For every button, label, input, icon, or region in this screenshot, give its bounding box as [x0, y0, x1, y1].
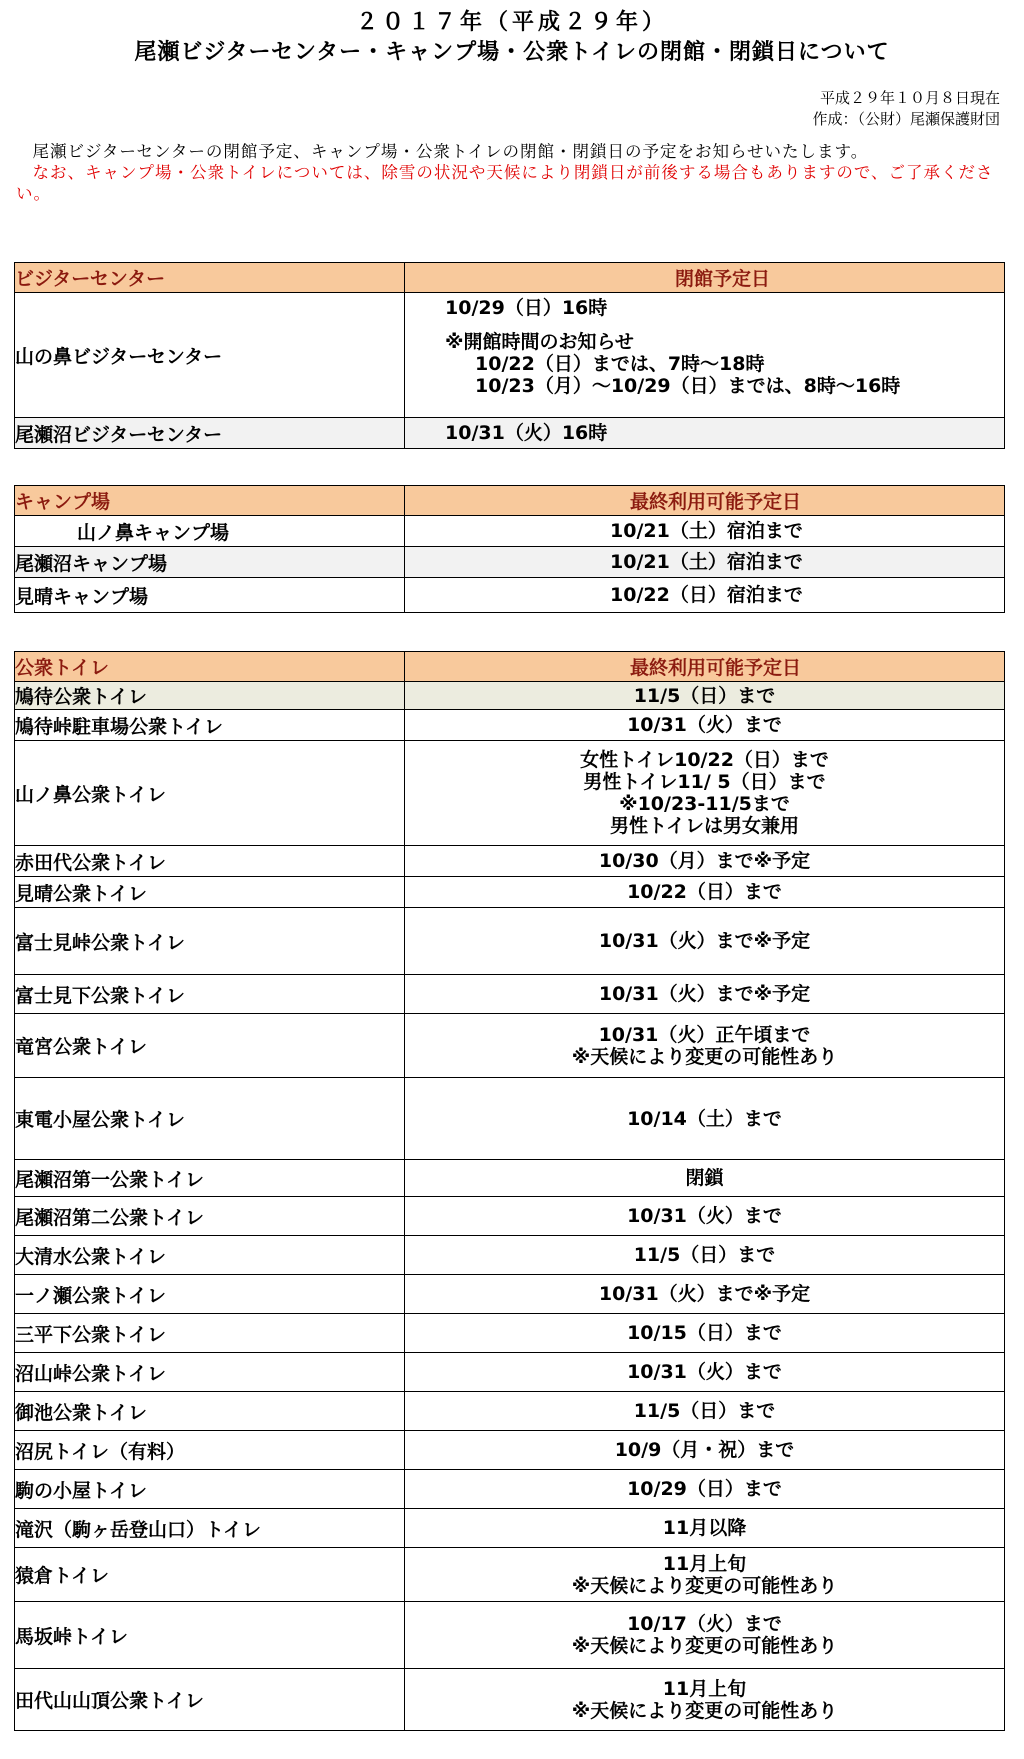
table-row	[15, 1014, 1005, 1078]
table-row	[15, 1314, 1005, 1353]
toilet-name: 富士見下公衆トイレ	[15, 975, 405, 1014]
toilet-value	[405, 1353, 1005, 1392]
toilet-value	[405, 710, 1005, 741]
table-row	[15, 1548, 1005, 1602]
table-row	[15, 1236, 1005, 1275]
author-credit: 作成：（公財）尾瀬保護財団	[812, 110, 1000, 128]
toilet-value-line: 10/9（月・祝）まで	[614, 1439, 795, 1461]
intro-text	[16, 141, 996, 204]
toilet-value-line: 11/5（日）まで	[633, 1244, 776, 1266]
vc-hours-1: 10/22（日）までは、7時～18時	[475, 353, 765, 375]
intro-notice: なお、キャンプ場・公衆トイレについては、除雪の状況や天候により閉鎖日が前後する場合もありますので、ご了承ください。	[16, 163, 994, 203]
table-row	[15, 1160, 1005, 1197]
toilet-value	[405, 1470, 1005, 1509]
toilet-value	[405, 1197, 1005, 1236]
toilet-name: 駒の小屋トイレ	[15, 1470, 405, 1509]
toilet-name: 山ノ鼻公衆トイレ	[15, 741, 405, 846]
vc-name: 山の鼻ビジターセンター	[15, 293, 405, 418]
document-meta	[812, 88, 1000, 130]
toilet-value	[405, 1392, 1005, 1431]
table-row	[15, 1470, 1005, 1509]
camp-name: 見晴キャンプ場	[15, 578, 405, 613]
table-row	[15, 710, 1005, 741]
toilet-value-line: 10/31（火）まで	[627, 714, 782, 736]
toilet-name: 赤田代公衆トイレ	[15, 846, 405, 877]
toilet-table	[14, 651, 1005, 1731]
toilet-value	[405, 1431, 1005, 1470]
toilet-value-line: ※天候により変更の可能性あり	[571, 1699, 838, 1722]
table-row	[15, 1669, 1005, 1731]
vc-header-date: 閉館予定日	[405, 263, 1005, 293]
toilet-name: 尾瀬沼第一公衆トイレ	[15, 1160, 405, 1197]
table-row	[15, 1275, 1005, 1314]
table-row	[15, 877, 1005, 908]
toilet-value-line: ※天候により変更の可能性あり	[571, 1635, 838, 1657]
toilet-value	[405, 741, 1005, 846]
camp-header-date: 最終利用可能予定日	[405, 486, 1005, 516]
toilet-value-line: 10/17（火）まで	[627, 1613, 782, 1635]
as-of-date: 平成２９年１０月８日現在	[819, 89, 1000, 107]
toilet-value-line: 女性トイレ10/22（日）まで	[580, 749, 829, 771]
toilet-value-line: 10/31（火）まで※予定	[598, 983, 811, 1005]
table-row	[15, 975, 1005, 1014]
camp-value: 10/21（土）宿泊まで	[405, 547, 1005, 578]
toilet-name: 馬坂峠トイレ	[15, 1602, 405, 1669]
toilet-name: 滝沢（駒ヶ岳登山口）トイレ	[15, 1509, 405, 1548]
toilet-name: 尾瀬沼第二公衆トイレ	[15, 1197, 405, 1236]
toilet-value	[405, 1602, 1005, 1669]
toilet-value	[405, 908, 1005, 975]
toilet-value	[405, 846, 1005, 877]
toilet-name: 御池公衆トイレ	[15, 1392, 405, 1431]
table-row	[15, 1353, 1005, 1392]
title-year: ２０１７年（平成２９年）	[355, 10, 668, 35]
toilet-value	[405, 1275, 1005, 1314]
toilet-value-line: 閉鎖	[685, 1167, 724, 1189]
table-row	[15, 1197, 1005, 1236]
toilet-name: 富士見峠公衆トイレ	[15, 908, 405, 975]
table-row	[15, 516, 1005, 547]
title-main: 尾瀬ビジターセンター・キャンプ場・公衆トイレの閉館・閉鎖日について	[134, 40, 890, 65]
toilet-name: 大清水公衆トイレ	[15, 1236, 405, 1275]
table-row	[15, 1509, 1005, 1548]
toilet-value	[405, 1160, 1005, 1197]
toilet-value-line: 男性トイレは男女兼用	[609, 815, 800, 837]
toilet-value-line: 11/5（日）まで	[633, 1400, 776, 1422]
table-row	[15, 846, 1005, 877]
toilet-value	[405, 1078, 1005, 1160]
vc-hours-title: ※開館時間のお知らせ	[445, 331, 634, 353]
camp-value: 10/22（日）宿泊まで	[405, 578, 1005, 613]
vc-name: 尾瀬沼ビジターセンター	[15, 418, 405, 449]
toilet-value-line: 10/14（土）まで	[627, 1107, 782, 1130]
toilet-value-line: ※天候により変更の可能性あり	[571, 1045, 838, 1068]
toilet-value-line: 10/15（日）まで	[627, 1322, 782, 1344]
vc-close-date: 10/29（日）16時	[445, 297, 608, 319]
toilet-name: 三平下公衆トイレ	[15, 1314, 405, 1353]
camp-value: 10/21（土）宿泊まで	[405, 516, 1005, 547]
toilet-name: 東電小屋公衆トイレ	[15, 1078, 405, 1160]
table-row	[15, 418, 1005, 449]
vc-header-name: ビジターセンター	[15, 263, 405, 293]
table-row	[15, 293, 1005, 418]
toilet-value	[405, 1314, 1005, 1353]
table-row	[15, 578, 1005, 613]
toilet-value	[405, 877, 1005, 908]
toilet-name: 見晴公衆トイレ	[15, 877, 405, 908]
table-row	[15, 741, 1005, 846]
toilet-value	[405, 975, 1005, 1014]
toilet-value	[405, 1669, 1005, 1731]
toilet-name: 鳩待公衆トイレ	[15, 682, 405, 710]
toilet-name: 沼山峠公衆トイレ	[15, 1353, 405, 1392]
table-row	[15, 547, 1005, 578]
toilet-value-line: 10/31（火）まで	[627, 1361, 782, 1383]
vc-value	[405, 293, 1005, 418]
toilet-value-line: 10/29（日）まで	[627, 1478, 782, 1500]
document-title	[0, 8, 1024, 68]
toilet-name: 一ノ瀬公衆トイレ	[15, 1275, 405, 1314]
toilet-value-line: 10/22（日）まで	[627, 881, 782, 903]
toilet-value	[405, 682, 1005, 710]
toilet-value-line: 11月上旬	[662, 1677, 747, 1700]
intro-paragraph: 尾瀬ビジターセンターの閉館予定、キャンプ場・公衆トイレの閉館・閉鎖日の予定をお知らせいたします。	[32, 142, 869, 161]
toilet-header-name: 公衆トイレ	[15, 652, 405, 682]
camp-name: 尾瀬沼キャンプ場	[15, 547, 405, 578]
toilet-name: 田代山山頂公衆トイレ	[15, 1669, 405, 1731]
campground-table	[14, 485, 1005, 613]
camp-header-name: キャンプ場	[15, 486, 405, 516]
toilet-value	[405, 1236, 1005, 1275]
toilet-value-line: 10/30（月）まで※予定	[598, 850, 811, 872]
table-row	[15, 1602, 1005, 1669]
table-row	[15, 1078, 1005, 1160]
toilet-value-line: 10/31（火）まで※予定	[598, 1283, 811, 1305]
toilet-value-line: 11月上旬	[662, 1552, 747, 1575]
visitor-center-table	[14, 262, 1005, 449]
toilet-value-line: 11月以降	[662, 1517, 747, 1539]
table-row	[15, 1431, 1005, 1470]
camp-name: 山ノ鼻キャンプ場	[15, 516, 405, 547]
toilet-value	[405, 1014, 1005, 1078]
toilet-value-line: 10/31（火）まで	[627, 1205, 782, 1227]
table-row	[15, 682, 1005, 710]
toilet-value-line: 10/31（火）正午頃まで	[598, 1023, 811, 1046]
toilet-name: 鳩待峠駐車場公衆トイレ	[15, 710, 405, 741]
toilet-name: 猿倉トイレ	[15, 1548, 405, 1602]
toilet-name: 竜宮公衆トイレ	[15, 1014, 405, 1078]
vc-hours-2: 10/23（月）～10/29（日）までは、8時～16時	[475, 375, 901, 397]
toilet-name: 沼尻トイレ（有料）	[15, 1431, 405, 1470]
toilet-value	[405, 1509, 1005, 1548]
toilet-value-line: ※10/23-11/5まで	[619, 793, 790, 815]
vc-value: 10/31（火）16時	[405, 418, 1005, 449]
toilet-value-line: ※天候により変更の可能性あり	[571, 1574, 838, 1597]
vc-spacer	[445, 319, 1004, 331]
table-row	[15, 908, 1005, 975]
toilet-value-line: 10/31（火）まで※予定	[598, 930, 811, 952]
toilet-header-date: 最終利用可能予定日	[405, 652, 1005, 682]
toilet-value	[405, 1548, 1005, 1602]
toilet-value-line: 11/5（日）まで	[633, 684, 776, 707]
toilet-value-line: 男性トイレ11/ 5（日）まで	[583, 771, 826, 793]
table-row	[15, 1392, 1005, 1431]
